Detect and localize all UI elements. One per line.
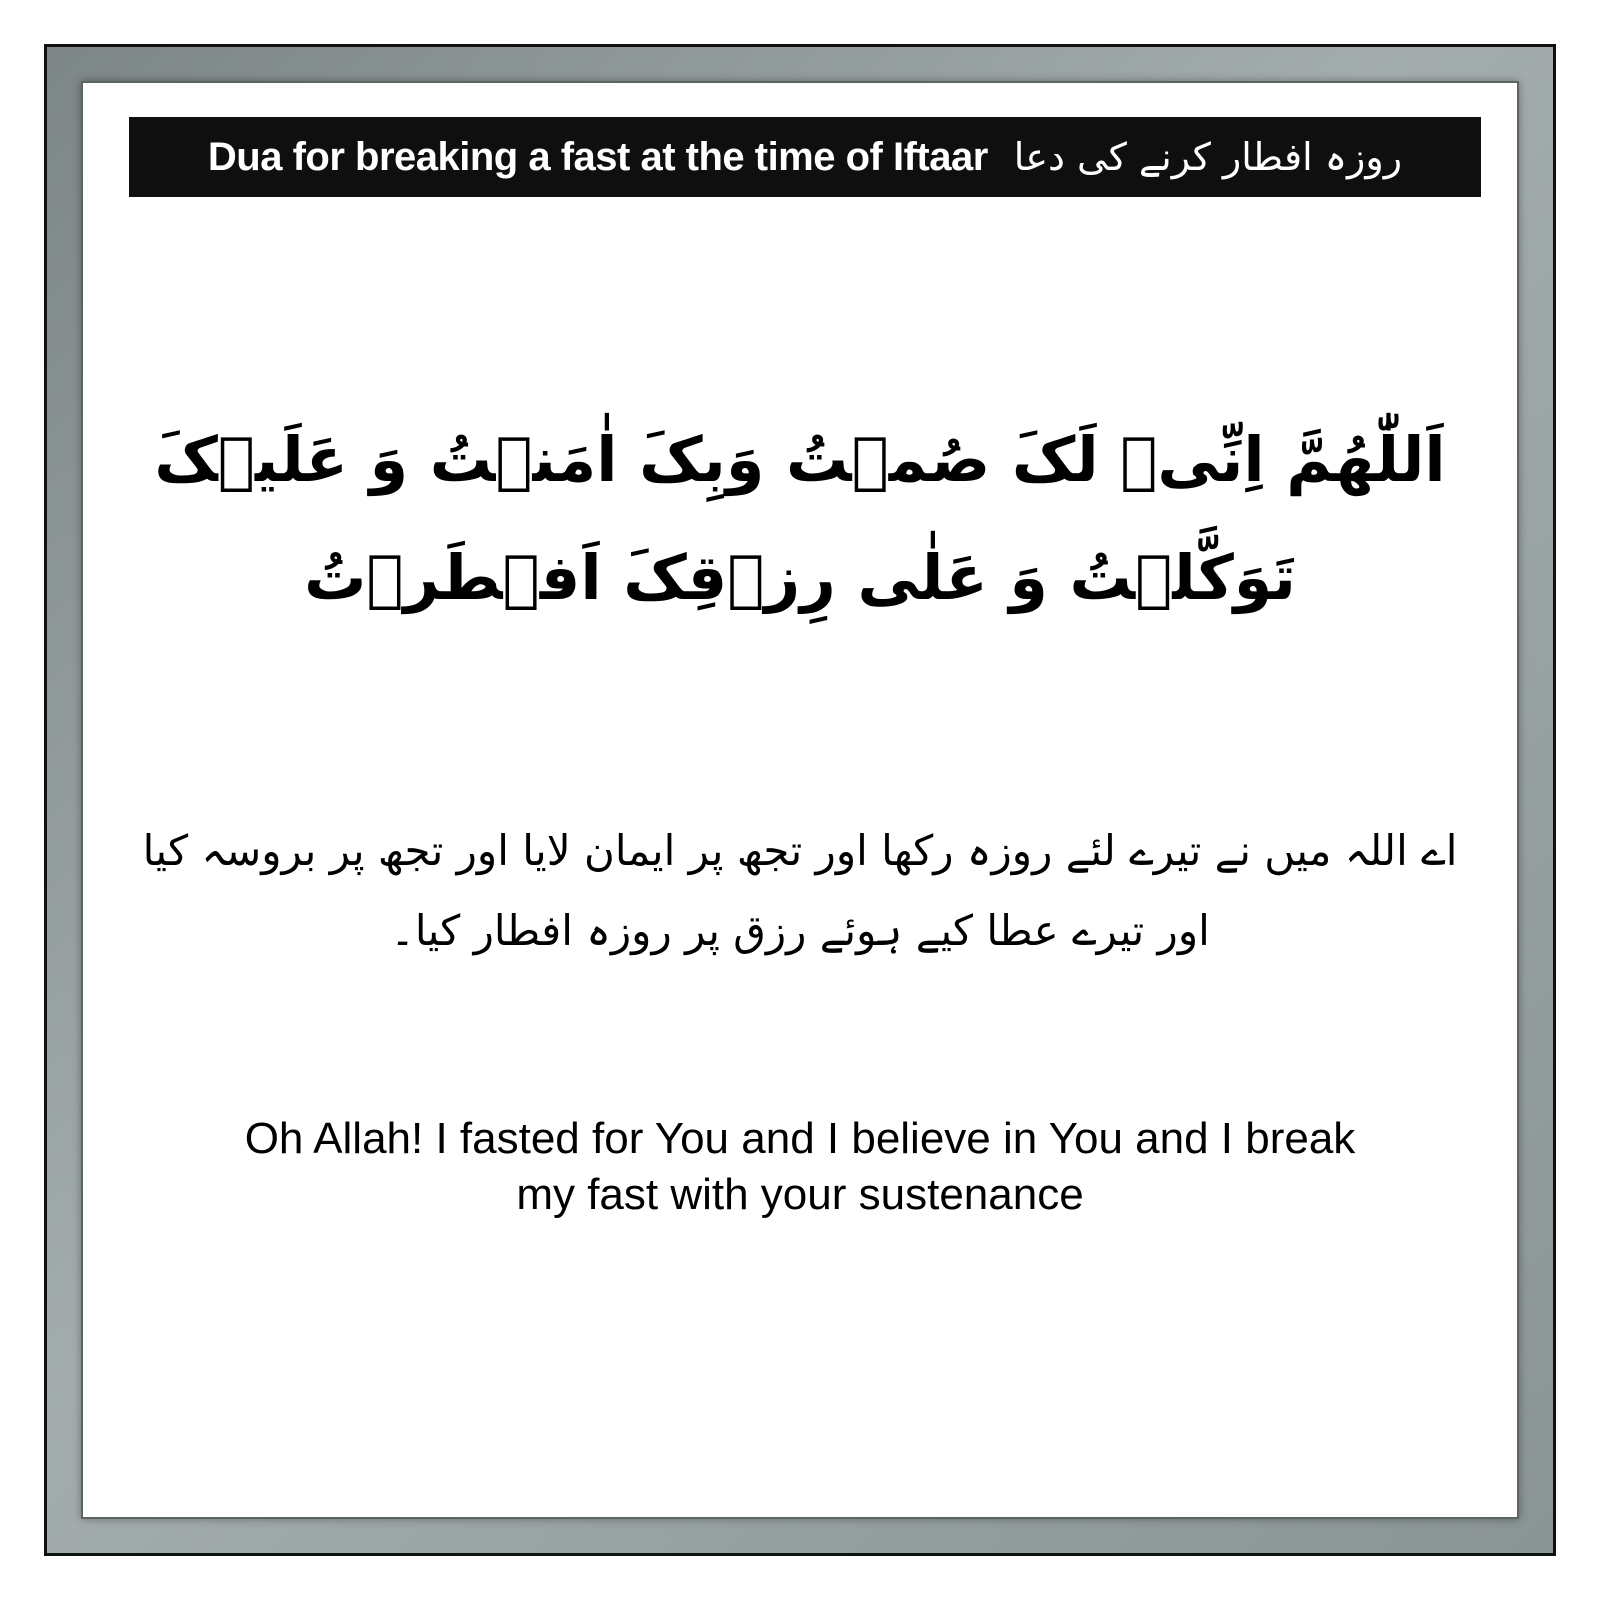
urdu-translation-line: اور تیرے عطا کیے ہوئے رزق پر روزہ افطار کیا۔: [390, 906, 1210, 955]
title-bar: [129, 117, 1481, 197]
english-translation: [141, 1111, 1459, 1223]
title-english: Dua for breaking a fast at the time of Iftaar: [207, 134, 988, 179]
title-urdu: روزہ افطار کرنے کی دعا: [1013, 135, 1403, 179]
urdu-translation: [141, 811, 1459, 971]
arabic-dua-line: اَللّٰھُمَّ اِنِّیۡ لَکَ صُمۡتُ وَبِکَ اٰمَنۡتُ وَ عَلَیۡکَ: [154, 423, 1446, 496]
english-translation-line: Oh Allah! I fasted for You and I believe in You and I break: [244, 1114, 1356, 1163]
poster-content: [81, 81, 1519, 1519]
arabic-dua-line: تَوَکَّلۡتُ وَ عَلٰی رِزۡقِکَ اَفۡطَرۡتُ: [304, 541, 1296, 614]
arabic-dua: [141, 401, 1459, 637]
urdu-translation-line: اے اللہ میں نے تیرے لئے روزہ رکھا اور تجھ پر ایمان لایا اور تجھ پر بروسہ کیا: [142, 826, 1458, 875]
poster-frame: [44, 44, 1556, 1556]
english-translation-line: my fast with your sustenance: [516, 1170, 1084, 1219]
